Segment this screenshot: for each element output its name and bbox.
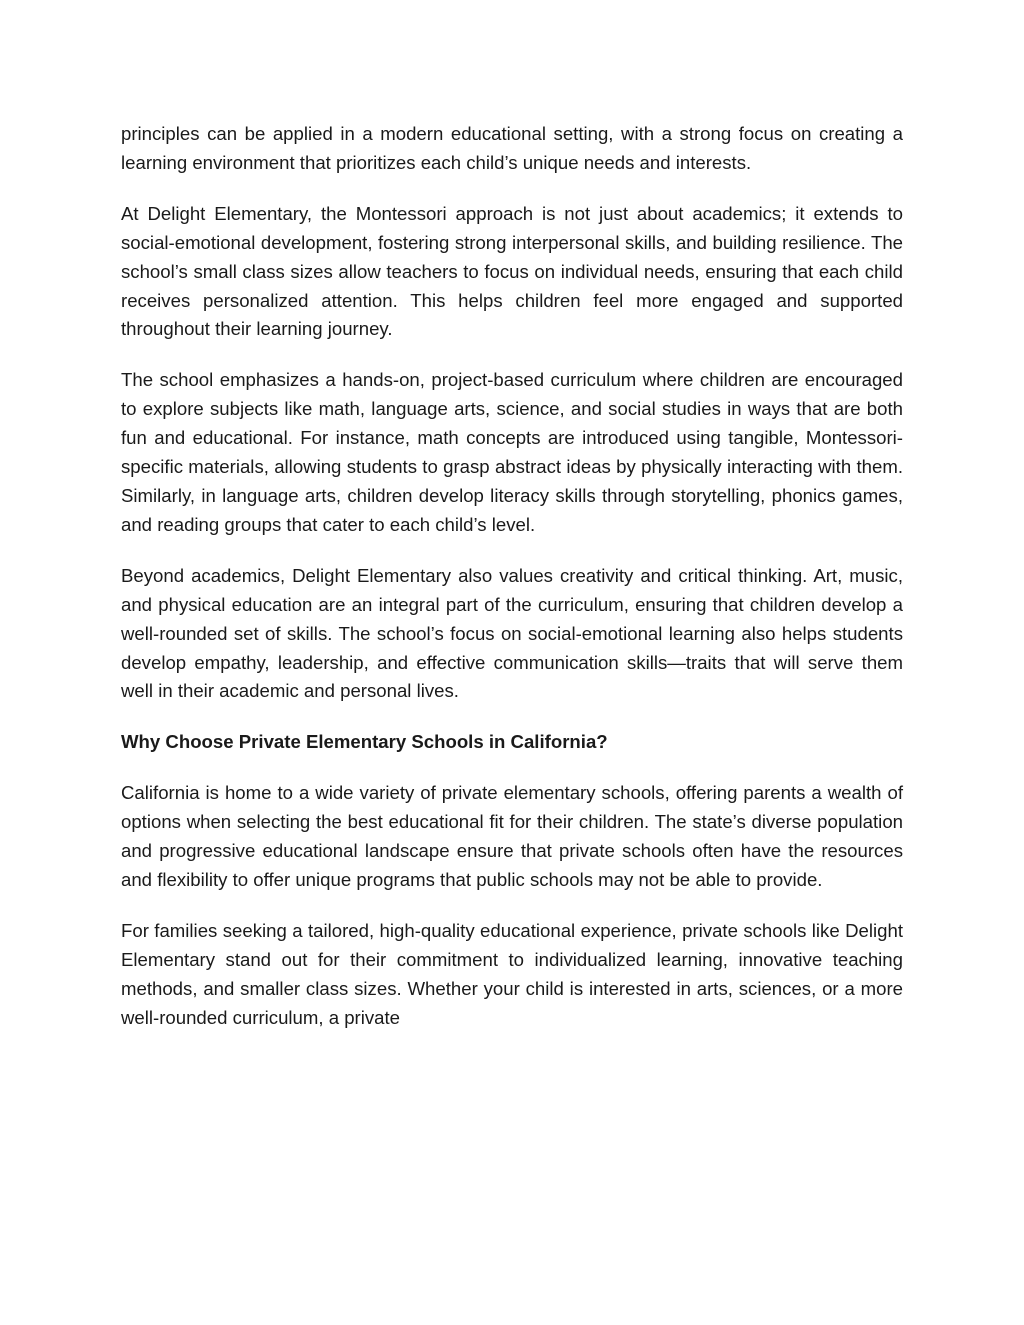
body-paragraph: California is home to a wide variety of private elementary schools, offering parents a wealth of options when selecting the best educational fit for their children. The state’s diverse population and progressive educational landscape ensure that private schools often have the resources and flexibility to offer unique programs that public schools may not be able to provide. — [121, 782, 903, 890]
body-paragraph: The school emphasizes a hands-on, project-based curriculum where children are encouraged to explore subjects like math, language arts, science, and social studies in ways that are both fun and educational. For instance, math concepts are introduced using tangible, Montessori-specific materials, allowing students to grasp abstract ideas by physically interacting with them. Similarly, in language arts, children develop literacy skills through storytelling, phonics games, and reading groups that cater to each child’s level. — [121, 369, 903, 535]
body-paragraph: Beyond academics, Delight Elementary also values creativity and critical thinking. Art, music, and physical education are an integral part of the curriculum, ensuring that children develop a well-rounded set of skills. The school’s focus on social-emotional learning also helps students develop empathy, leadership, and effective communication skills—traits that will serve them well in their academic and personal lives. — [121, 564, 903, 702]
body-paragraph: principles can be applied in a modern educational setting, with a strong focus on creating a learning environment that prioritizes each child’s unique needs and interests. — [121, 123, 903, 173]
section-heading: Why Choose Private Elementary Schools in California? — [121, 731, 608, 753]
body-paragraph: At Delight Elementary, the Montessori approach is not just about academics; it extends to social-emotional development, fostering strong interpersonal skills, and building resilience. The school’s small class sizes allow teachers to focus on individual needs, ensuring that each child receives personalized attention. This helps children feel more engaged and supported throughout their learning journey. — [121, 202, 903, 340]
document-body — [121, 120, 903, 1054]
body-paragraph: For families seeking a tailored, high-quality educational experience, private schools like Delight Elementary stand out for their commitment to individualized learning, innovative teaching methods, and smaller class sizes. Whether your child is interested in arts, sciences, or a more well-rounded curriculum, a private — [121, 919, 903, 1028]
